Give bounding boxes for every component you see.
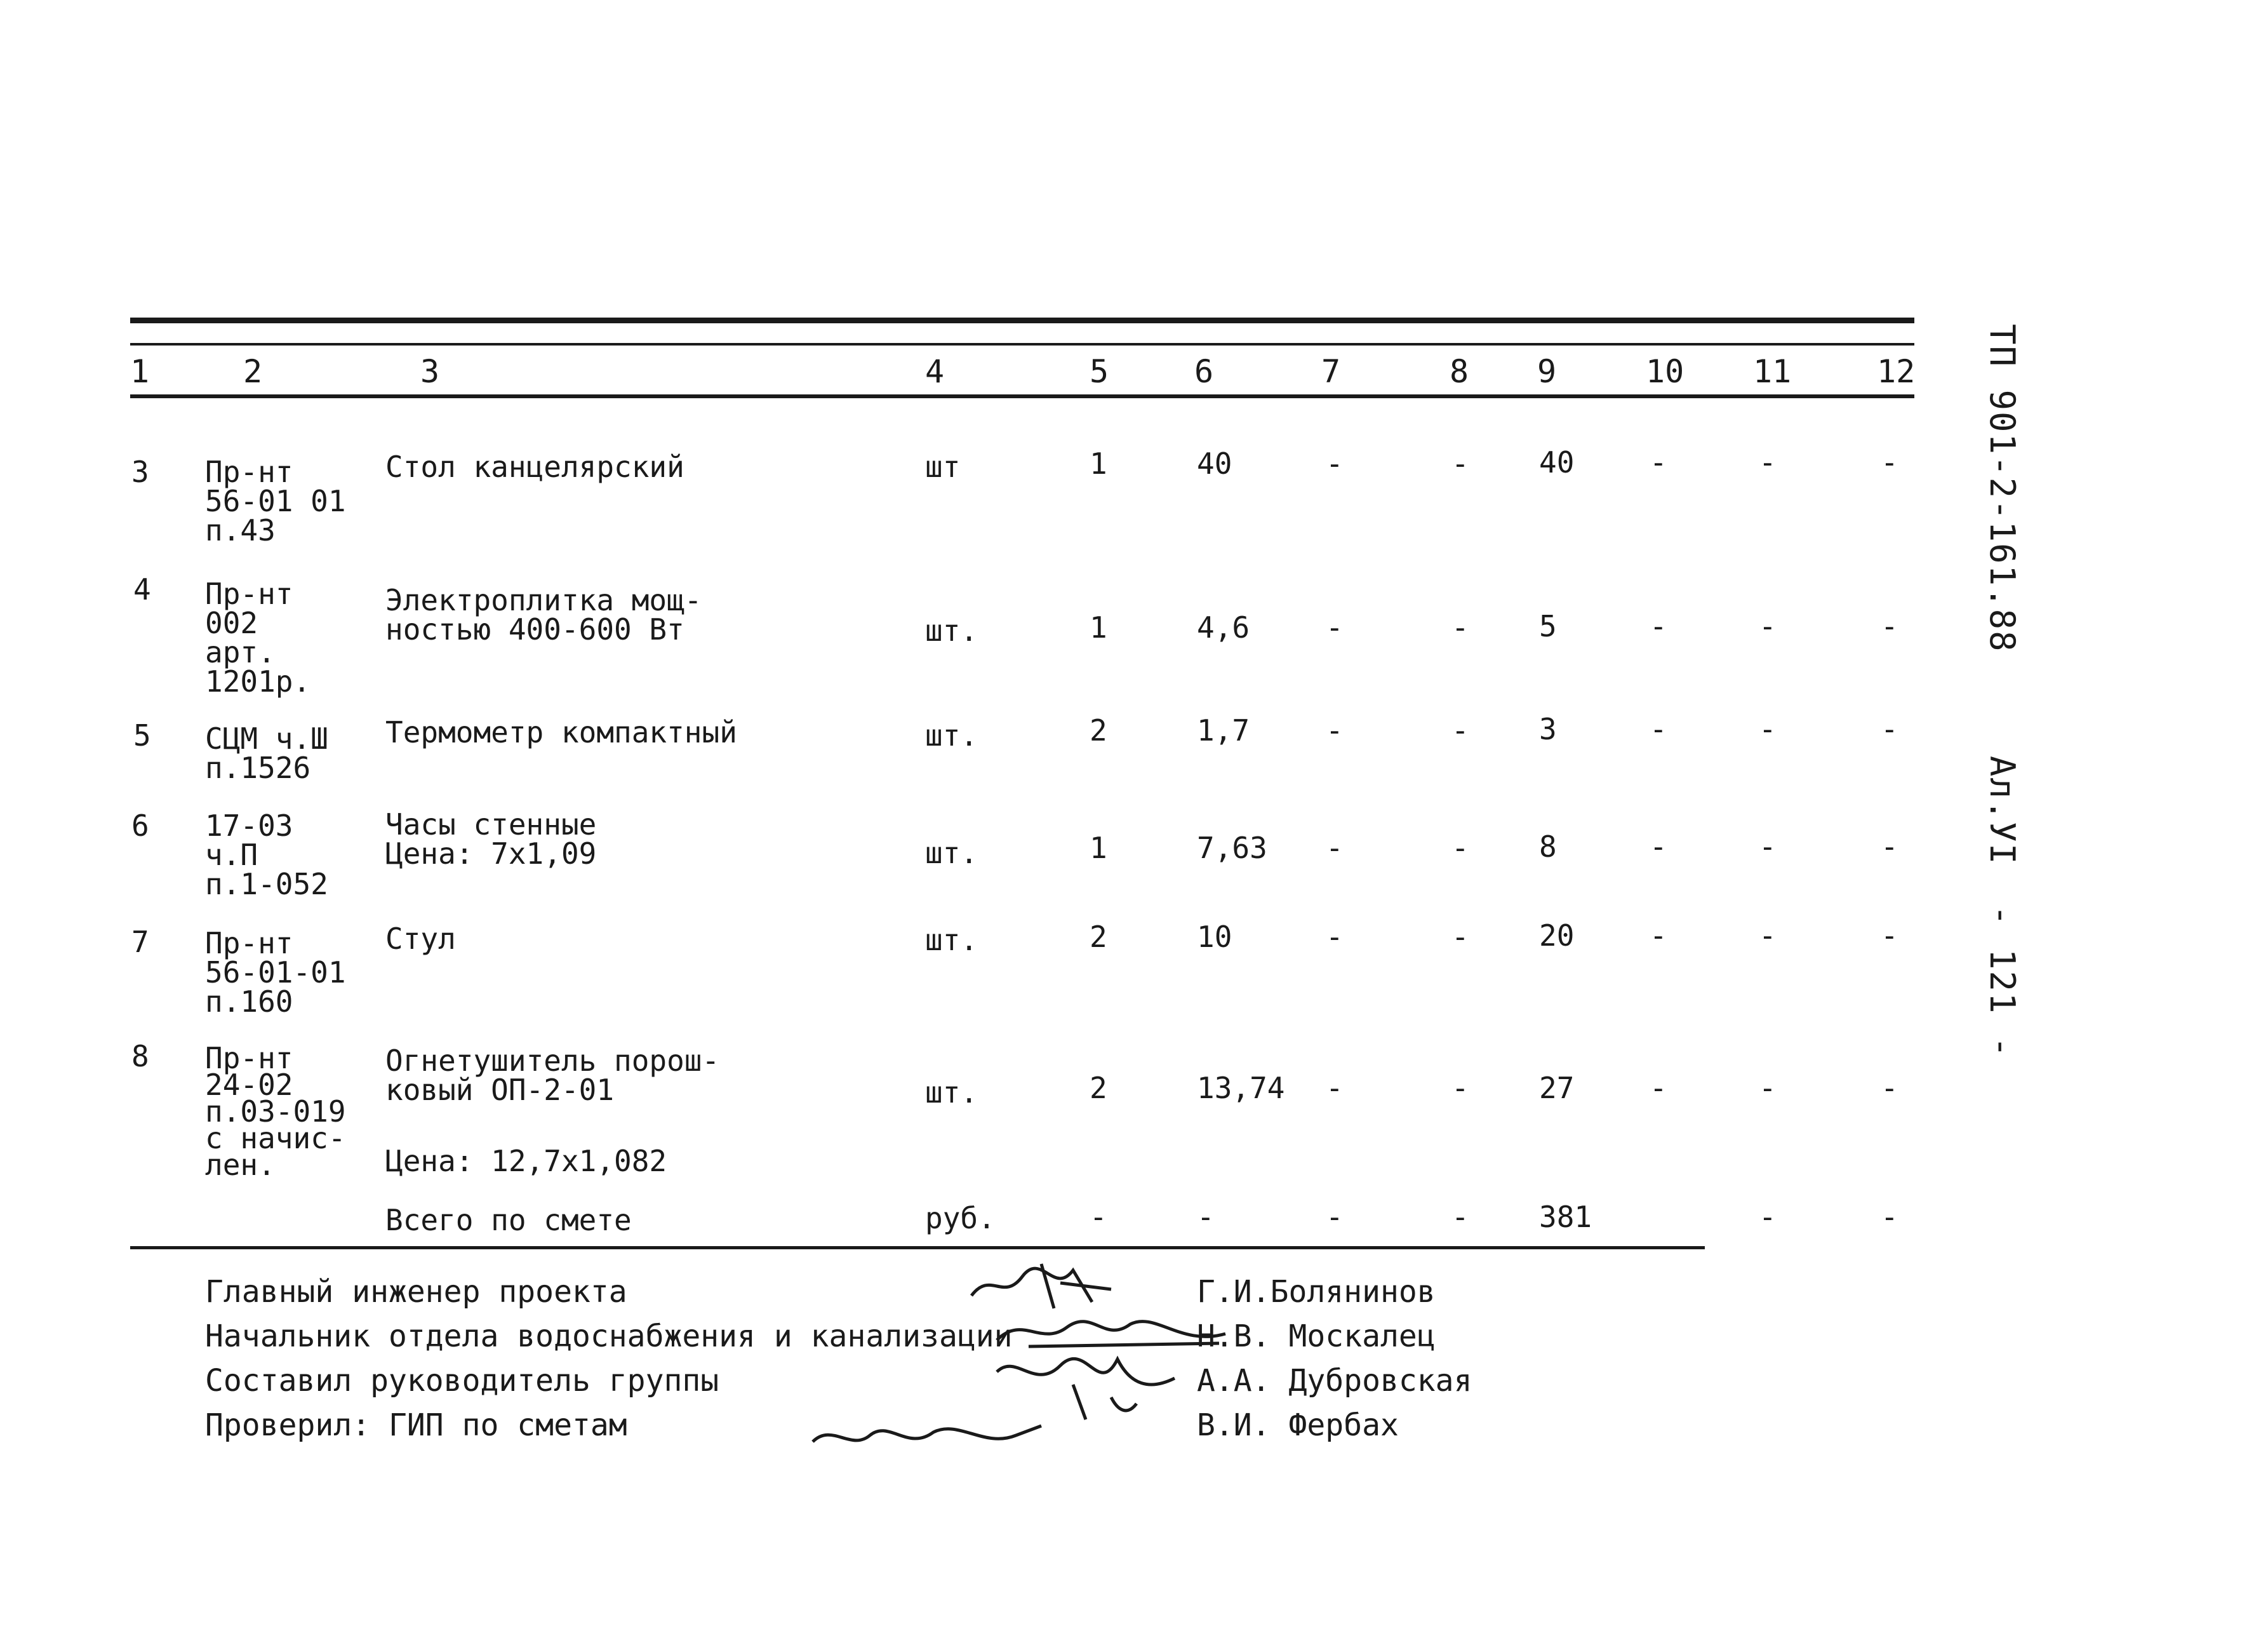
row-qty: 1 bbox=[1090, 446, 1107, 481]
column-header: 11 bbox=[1753, 353, 1792, 390]
row-col10: - bbox=[1650, 445, 1667, 480]
row-reference: Пр-нт 56-01 01 п.43 bbox=[205, 455, 346, 547]
row-price-note: Цена: 12,7х1,082 bbox=[385, 1144, 667, 1178]
row-price: 4,6 bbox=[1197, 610, 1250, 645]
row-qty: 2 bbox=[1090, 920, 1107, 954]
row-col8: - bbox=[1451, 713, 1469, 748]
row-col10: - bbox=[1650, 918, 1667, 953]
row-col10: - bbox=[1650, 829, 1667, 864]
handwritten-signature bbox=[965, 1258, 1156, 1315]
row-col12: - bbox=[1881, 712, 1898, 746]
row-unit: шт. bbox=[925, 1075, 978, 1110]
row-reference: 17-03 ч.П п.1-052 bbox=[205, 809, 328, 901]
document-code: ТП 901-2-161.88 bbox=[1982, 324, 2022, 653]
row-price: 7,63 bbox=[1197, 831, 1267, 865]
signature-person: А.А. Дубровская bbox=[1197, 1363, 1472, 1399]
total-col8: - bbox=[1451, 1200, 1469, 1234]
row-col7: - bbox=[1326, 610, 1344, 645]
handwritten-signature bbox=[991, 1346, 1181, 1423]
column-header: 1 bbox=[130, 353, 150, 390]
row-total: 5 bbox=[1539, 609, 1557, 643]
row-col12: - bbox=[1881, 829, 1898, 864]
table-top-rule-thin bbox=[130, 343, 1914, 346]
row-name: Стол канцелярский bbox=[385, 450, 684, 484]
row-total: 20 bbox=[1539, 918, 1575, 953]
row-reference: Пр-нт 002 арт. 1201р. bbox=[205, 577, 311, 699]
row-qty: 2 bbox=[1090, 713, 1107, 748]
row-price: 10 bbox=[1197, 920, 1232, 954]
row-name: Огнетушитель порош- ковый ОП-2-01 bbox=[385, 1044, 720, 1107]
row-col10: - bbox=[1650, 609, 1667, 643]
row-name: Термометр компактный bbox=[385, 715, 737, 749]
row-col8: - bbox=[1451, 610, 1469, 645]
signature-role: Проверил: ГИП по сметам bbox=[205, 1407, 627, 1443]
row-number: 7 bbox=[131, 925, 149, 959]
signature-person: В.И. Фербах bbox=[1197, 1407, 1399, 1443]
row-col12: - bbox=[1881, 1071, 1898, 1105]
row-col7: - bbox=[1326, 920, 1344, 954]
row-name: Стул bbox=[385, 922, 456, 956]
total-label: Всего по смете bbox=[385, 1203, 632, 1237]
row-qty: 1 bbox=[1090, 610, 1107, 645]
row-reference: Пр-нт 24-02 п.03-019 с начис- лен. bbox=[205, 1041, 346, 1182]
row-total: 8 bbox=[1539, 829, 1557, 864]
row-qty: 2 bbox=[1090, 1071, 1107, 1105]
row-unit: шт bbox=[925, 450, 961, 484]
column-header: 12 bbox=[1877, 353, 1916, 390]
column-header: 9 bbox=[1537, 353, 1557, 390]
row-total: 3 bbox=[1539, 712, 1557, 746]
row-col11: - bbox=[1759, 712, 1777, 746]
column-header: 3 bbox=[420, 353, 440, 390]
row-col11: - bbox=[1759, 609, 1777, 643]
row-col12: - bbox=[1881, 918, 1898, 953]
row-col7: - bbox=[1326, 446, 1344, 481]
row-reference: Пр-нт 56-01-01 п.160 bbox=[205, 926, 346, 1019]
total-col12: - bbox=[1881, 1200, 1898, 1234]
signature-role: Главный инженер проекта bbox=[205, 1274, 627, 1310]
row-col11: - bbox=[1759, 445, 1777, 480]
column-header: 8 bbox=[1450, 353, 1469, 390]
row-name: Электроплитка мощ- ностью 400-600 Вт bbox=[385, 583, 702, 647]
column-header: 2 bbox=[243, 353, 263, 390]
row-col8: - bbox=[1451, 1071, 1469, 1105]
row-reference: СЦМ ч.Ш п.1526 bbox=[205, 722, 328, 785]
row-unit: шт. bbox=[925, 923, 978, 957]
row-total: 40 bbox=[1539, 445, 1575, 480]
table-bottom-rule bbox=[130, 1246, 1705, 1249]
album-label: Ал.УI bbox=[1982, 756, 2022, 866]
row-col8: - bbox=[1451, 831, 1469, 865]
signature-person: Г.И.Болянинов bbox=[1197, 1274, 1436, 1310]
total-price: - bbox=[1197, 1200, 1215, 1234]
signature-role: Начальник отдела водоснабжения и канализации bbox=[205, 1319, 1013, 1354]
row-col7: - bbox=[1326, 713, 1344, 748]
row-qty: 1 bbox=[1090, 831, 1107, 865]
table-top-rule bbox=[130, 318, 1914, 323]
row-number: 6 bbox=[131, 809, 149, 843]
row-col8: - bbox=[1451, 920, 1469, 954]
row-number: 3 bbox=[131, 455, 149, 489]
column-header: 4 bbox=[925, 353, 945, 390]
row-unit: шт. bbox=[925, 718, 978, 753]
row-price: 40 bbox=[1197, 446, 1232, 481]
row-name: Часы стенные Цена: 7х1,09 bbox=[385, 807, 597, 871]
row-number: 4 bbox=[133, 572, 151, 607]
row-number: 5 bbox=[133, 718, 151, 753]
total-unit: руб. bbox=[925, 1201, 996, 1235]
total-col11: - bbox=[1759, 1200, 1777, 1234]
row-col7: - bbox=[1326, 1071, 1344, 1105]
column-header: 6 bbox=[1194, 353, 1214, 390]
signature-role: Составил руководитель группы bbox=[205, 1363, 719, 1399]
row-col11: - bbox=[1759, 918, 1777, 953]
row-col8: - bbox=[1451, 446, 1469, 481]
column-header: 10 bbox=[1646, 353, 1684, 390]
row-unit: шт. bbox=[925, 614, 978, 648]
row-total: 27 bbox=[1539, 1071, 1575, 1105]
row-unit: шт. bbox=[925, 836, 978, 870]
row-col11: - bbox=[1759, 829, 1777, 864]
signature-person: Н.В. Москалец bbox=[1197, 1319, 1436, 1354]
column-header: 7 bbox=[1321, 353, 1341, 390]
total-sum: 381 bbox=[1539, 1200, 1592, 1234]
total-col7: - bbox=[1326, 1200, 1344, 1234]
row-col10: - bbox=[1650, 712, 1667, 746]
header-bottom-rule bbox=[130, 394, 1914, 398]
column-header: 5 bbox=[1090, 353, 1109, 390]
row-col12: - bbox=[1881, 445, 1898, 480]
row-col7: - bbox=[1326, 831, 1344, 865]
total-qty: - bbox=[1090, 1200, 1107, 1234]
row-price: 1,7 bbox=[1197, 713, 1250, 748]
row-col12: - bbox=[1881, 609, 1898, 643]
row-col10: - bbox=[1650, 1071, 1667, 1105]
page-number: - 121 - bbox=[1982, 905, 2022, 1059]
row-number: 8 bbox=[131, 1039, 149, 1073]
row-col11: - bbox=[1759, 1071, 1777, 1105]
handwritten-signature bbox=[806, 1413, 1048, 1458]
row-price: 13,74 bbox=[1197, 1071, 1285, 1105]
